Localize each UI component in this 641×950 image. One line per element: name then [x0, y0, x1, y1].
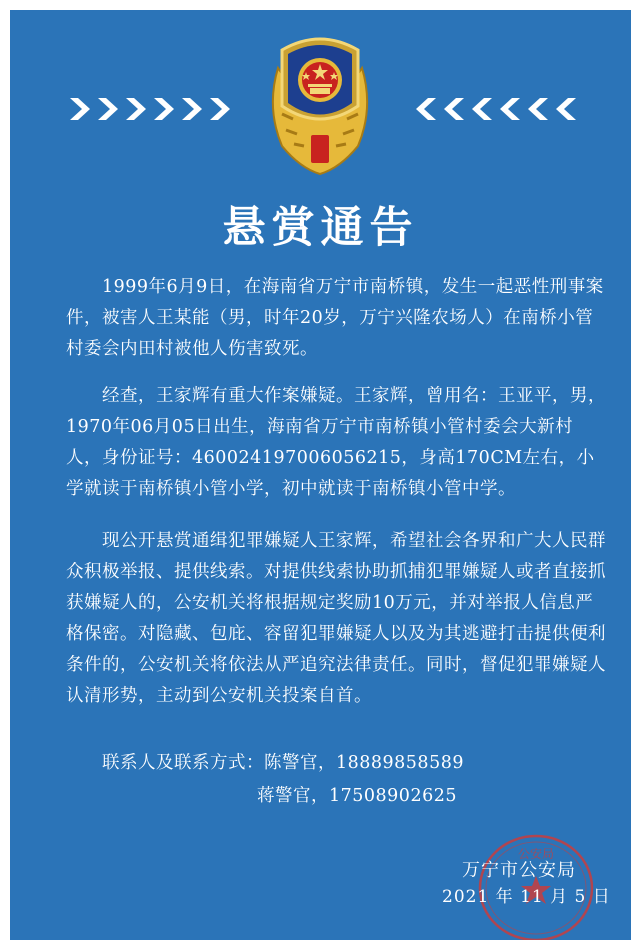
- notice-title: 悬赏通告: [222, 203, 419, 253]
- police-badge-icon: [260, 28, 380, 176]
- issue-date: 2021 年 11 月 5 日: [442, 887, 611, 907]
- chevrons-right-icon: [68, 98, 234, 120]
- contact-line-2: 蒋警官，17508902625: [257, 786, 457, 806]
- notice-paragraph-suspect: 经查，王家辉有重大作案嫌疑。王家辉，曾用名：王亚平，男，1970年06月05日出生，海南省万宁市南桥镇小管村委会大新村人，身份证号：460024197006056215，身高170CM左右，小学就读于南桥镇小管小学，初中就读于南桥镇小管中学。: [66, 386, 606, 499]
- contact-line-1: 联系人及联系方式：陈警官，18889858589: [102, 753, 464, 773]
- svg-text:公安局: 公安局: [517, 847, 555, 861]
- chevrons-left-icon: [412, 98, 578, 120]
- issuer-name: 万宁市公安局: [462, 860, 576, 881]
- notice-paragraph-case: 1999年6月9日，在海南省万宁市南桥镇，发生一起恶性刑事案件，被害人王某能（男，时年20岁，万宁兴隆农场人）在南桥小管村委会内田村被他人伤害致死。: [66, 277, 604, 359]
- notice-paragraph-reward: 现公开悬赏通缉犯罪嫌疑人王家辉，希望社会各界和广大人民群众积极举报、提供线索。对提供线索协助抓捕犯罪嫌疑人或者直接抓获嫌疑人的，公安机关将根据规定奖励10万元，并对举报人信息严格保密。对隐藏、包庇、容留犯罪嫌疑人以及为其逃避打击提供便利条件的，公安机关将依法从严追究法律责任。同时，督促犯罪嫌疑人认清形势，主动到公安机关投案自首。: [66, 531, 606, 706]
- notice-poster: [10, 10, 631, 940]
